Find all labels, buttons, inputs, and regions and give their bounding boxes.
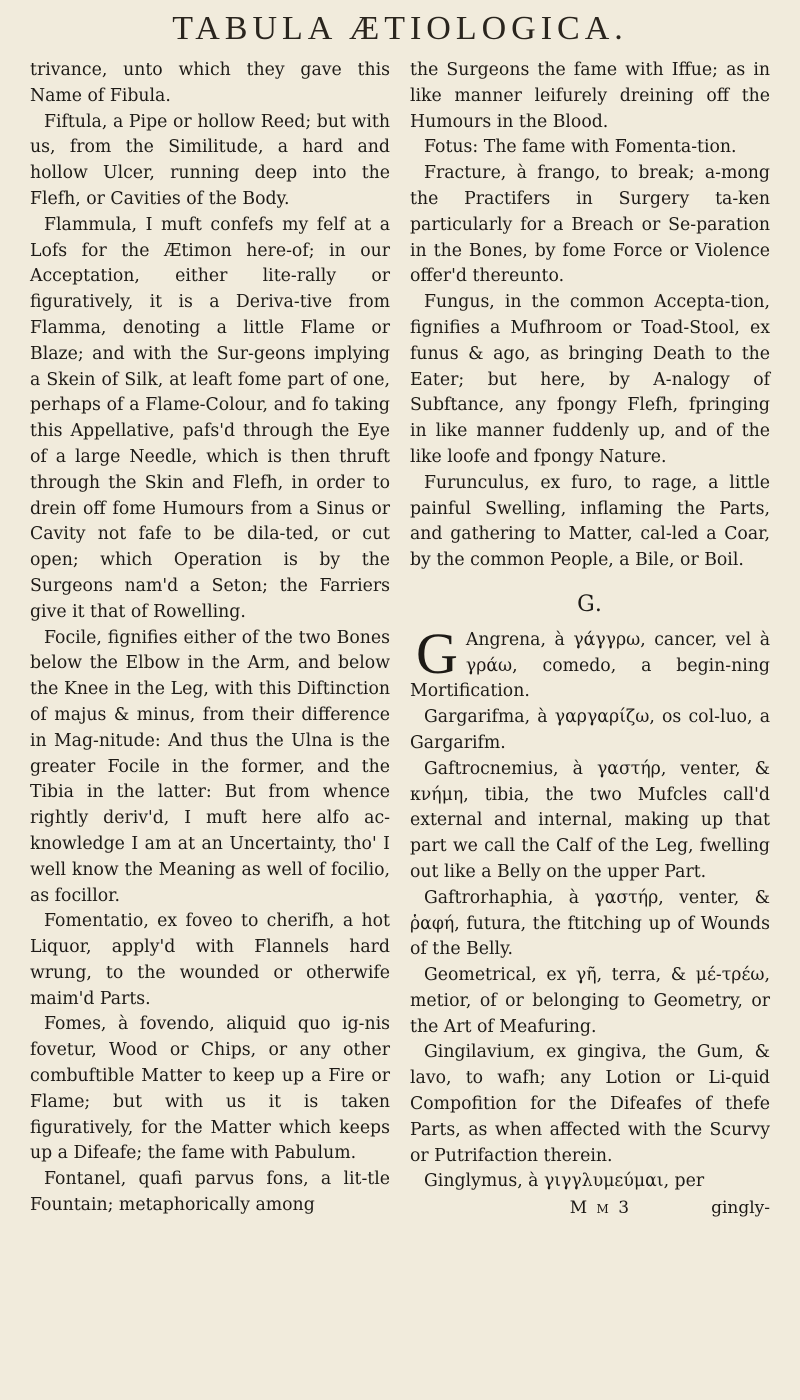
left-column: [30, 58, 390, 1219]
entry-paragraph: Gaftrorhaphia, à γαστήρ, venter, & ῥαφή, futura, the ftitching up of Wounds of the Belly.: [410, 887, 770, 960]
entry-paragraph: Flammula, I muft confefs my felf at a Lofs for the Ætimon here-of; in our Acceptation, either lite-rally or figuratively, it is a Deriva-tive from Flamma, denoting a little Flame or Blaze; and with the Sur-geons implying a Skein of Silk, at leaft fome part of one, perhaps of a Flame-Colour, and fo taking this Appellative, pafs'd through the Eye of a large Needle, which is then thruft through the Skin and Flefh, in order to drein off fome Humours from a Sinus or Cavity not fafe to be dila-ted, or cut open; which Operation is by the Surgeons nam'd a Seton; the Farriers give it that of Rowelling.: [30, 214, 390, 622]
entry-paragraph: Fontanel, quafi parvus fons, a lit-tle Fountain; metaphorically among: [30, 1169, 390, 1216]
page-footer: [410, 1197, 770, 1219]
section-letter-heading: G.: [577, 591, 603, 617]
first-entry-text: Angrena, à γάγγρω, cancer, vel à γράω, comedo, a begin-ning Mortification.: [410, 629, 770, 702]
entry-paragraph: Fungus, in the common Accepta-tion, fignifies a Mufhroom or Toad-Stool, ex funus & ago, as bringing Death to the Eater; but here, by A-nalogy of Subftance, any fpongy Flefh, fpringing in like manner fuddenly up, and of the like loofe and fpongy Nature.: [410, 292, 770, 467]
running-head: TABULA ÆTIOLOGICA.: [172, 10, 628, 47]
entry-paragraph: Fiftula, a Pipe or hollow Reed; but with us, from the Similitude, a hard and hollow Ulcer, running deep into the Flefh, or Cavities of the Body.: [30, 111, 390, 209]
entry-paragraph: Fotus: The fame with Fomenta-tion.: [424, 137, 737, 158]
drop-capital: G: [416, 620, 458, 686]
entry-paragraph: Gingilavium, ex gingiva, the Gum, & lavo, to wafh; any Lotion or Li-quid Compofition for the Difeafes of thefe Parts, as when affected with the Scurvy or Putrifaction therein.: [410, 1042, 770, 1166]
text-columns: [30, 58, 770, 1219]
catchword: gingly-: [711, 1198, 770, 1219]
entry-paragraph: Focile, fignifies either of the two Bones below the Elbow in the Arm, and below the Knee in the Leg, with this Diftinction of majus & minus, from their difference in Mag-nitude: And thus the Ulna is the greater Focile in the former, and the Tibia in the latter: But from whence rightly deriv'd, I muft here alfo ac-knowledge I am at an Uncertainty, tho' I well know the Meaning as well of focilio, as focillor.: [30, 627, 390, 906]
signature-mark: M m 3: [569, 1198, 632, 1219]
entry-paragraph: the Surgeons the fame with Iffue; as in like manner leifurely dreining off the Humours in the Blood.: [410, 60, 770, 132]
entry-paragraph: Ginglymus, à γιγγλυμεύμαι, per: [424, 1171, 705, 1192]
right-column: [410, 58, 770, 1219]
entry-paragraph: Fomes, à fovendo, aliquid quo ig-nis fovetur, Wood or Chips, or any other combuftible Matter to keep up a Fire or Flame; but with us it is taken figuratively, for the Matter which keeps up a Difeafe; the fame with Pabulum.: [30, 1014, 390, 1164]
entry-paragraph: Fracture, à frango, to break; a-mong the Practifers in Surgery ta-ken particularly for a Breach or Se-paration in the Bones, by fome Force or Violence offer'd thereunto.: [410, 163, 770, 287]
entry-paragraph: Fomentatio, ex foveo to cherifh, a hot Liquor, apply'd with Flannels hard wrung, to the wounded or otherwife maim'd Parts.: [30, 911, 390, 1009]
first-entry-paragraph: [410, 620, 770, 705]
entry-paragraph: Gaftrocnemius, à γαστήρ, venter, & κνήμη, tibia, the two Mufcles call'd external and internal, making up that part we call the Calf of the Leg, fwelling out like a Belly on the upper Part.: [410, 758, 770, 882]
entry-paragraph: Furunculus, ex furo, to rage, a little painful Swelling, inflaming the Parts, and gathering to Matter, cal-led a Coar, by the common People, a Bile, or Boil.: [410, 472, 770, 571]
entry-paragraph: Gargarifma, à γαργαρίζω, os col-luo, a Gargarifm.: [410, 707, 770, 753]
entry-paragraph: trivance, unto which they gave this Name of Fibula.: [30, 60, 390, 106]
entry-paragraph: Geometrical, ex γῆ, terra, & μέ-τρέω, metior, of or belonging to Geometry, or the Art of Meafuring.: [410, 965, 770, 1037]
